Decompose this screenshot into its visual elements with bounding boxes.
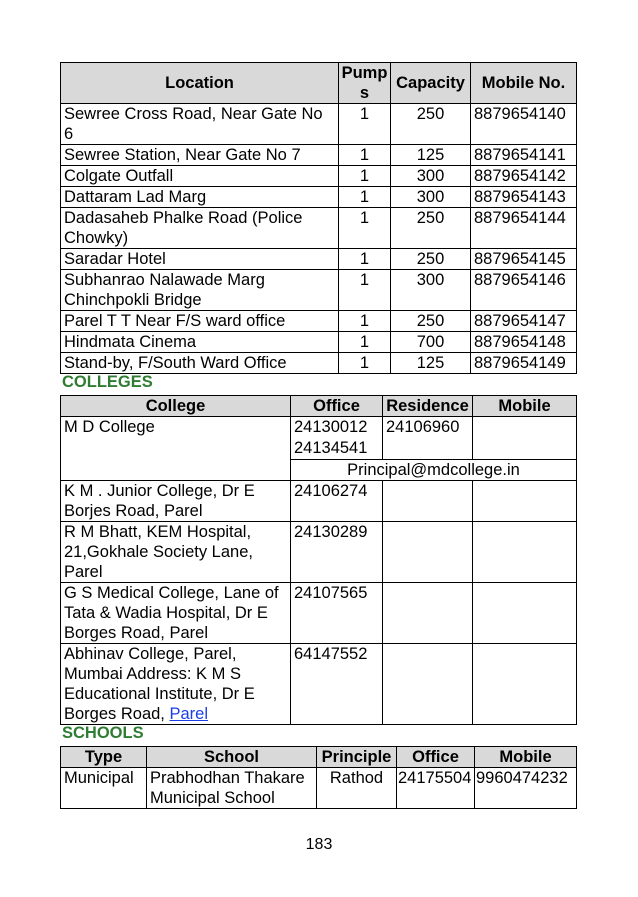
header-principle: Principle (317, 747, 397, 768)
cell-capacity: 700 (391, 332, 471, 353)
cell-location: Parel T T Near F/S ward office (61, 311, 339, 332)
cell-mobile: 8879654143 (471, 187, 577, 208)
cell-school: Prabhodhan Thakare Municipal School (147, 768, 317, 809)
header-college: College (61, 396, 291, 417)
cell-pumps: 1 (339, 270, 391, 311)
cell-principle: Rathod (317, 768, 397, 809)
table-row (61, 311, 577, 332)
cell-mobile (473, 583, 577, 644)
header-capacity: Capacity (391, 63, 471, 104)
cell-pumps: 1 (339, 104, 391, 145)
parel-link[interactable]: Parel (169, 705, 209, 723)
cell-capacity: 250 (391, 311, 471, 332)
colleges-heading: COLLEGES (62, 373, 153, 391)
header-mobile: Mobile (473, 396, 577, 417)
table-row (61, 583, 577, 644)
cell-office: 24175504 (397, 768, 475, 809)
cell-location: Sewree Cross Road, Near Gate No 6 (61, 104, 339, 145)
header-school: School (147, 747, 317, 768)
cell-location: Colgate Outfall (61, 166, 339, 187)
cell-mobile: 8879654144 (471, 208, 577, 249)
table-row (61, 249, 577, 270)
cell-pumps: 1 (339, 145, 391, 166)
colleges-table (60, 395, 577, 725)
cell-mobile: 8879654140 (471, 104, 577, 145)
cell-office: 24130012 24134541 (291, 417, 383, 460)
cell-mobile: 8879654148 (471, 332, 577, 353)
cell-college: G S Medical College, Lane of Tata & Wadia Hospital, Dr E Borges Road, Parel (61, 583, 291, 644)
cell-residence (383, 481, 473, 522)
cell-pumps: 1 (339, 332, 391, 353)
table-row (61, 353, 577, 374)
table-row (61, 481, 577, 522)
cell-location: Sewree Station, Near Gate No 7 (61, 145, 339, 166)
cell-location: Subhanrao Nalawade Marg Chinchpokli Bridge (61, 270, 339, 311)
cell-capacity: 125 (391, 353, 471, 374)
table-row (61, 332, 577, 353)
cell-residence (383, 583, 473, 644)
cell-email: Principal@mdcollege.in (291, 460, 577, 481)
cell-residence (383, 644, 473, 725)
cell-capacity: 250 (391, 104, 471, 145)
cell-mobile (473, 481, 577, 522)
cell-mobile: 8879654147 (471, 311, 577, 332)
cell-capacity: 250 (391, 249, 471, 270)
cell-college: Abhinav College, Parel, Mumbai Address: K M S Educational Institute, Dr E Borges Road, Parel (61, 644, 291, 725)
table-row (61, 145, 577, 166)
schools-heading: SCHOOLS (62, 724, 144, 742)
cell-pumps: 1 (339, 311, 391, 332)
cell-capacity: 125 (391, 145, 471, 166)
cell-college: K M . Junior College, Dr E Borjes Road, Parel (61, 481, 291, 522)
pumps-table (60, 62, 577, 374)
table-row (61, 417, 577, 460)
cell-mobile (473, 522, 577, 583)
cell-residence: 24106960 (383, 417, 473, 460)
cell-location: Dattaram Lad Marg (61, 187, 339, 208)
cell-residence (383, 522, 473, 583)
table-row (61, 208, 577, 249)
header-type: Type (61, 747, 147, 768)
cell-mobile: 8879654142 (471, 166, 577, 187)
header-mobile: Mobile No. (471, 63, 577, 104)
cell-college: M D College (61, 417, 291, 481)
cell-mobile: 8879654145 (471, 249, 577, 270)
cell-pumps: 1 (339, 187, 391, 208)
table-row (61, 104, 577, 145)
cell-pumps: 1 (339, 249, 391, 270)
cell-location: Dadasaheb Phalke Road (Police Chowky) (61, 208, 339, 249)
header-mobile: Mobile (475, 747, 577, 768)
cell-mobile (473, 644, 577, 725)
table-row (61, 644, 577, 725)
cell-location: Hindmata Cinema (61, 332, 339, 353)
cell-college: R M Bhatt, KEM Hospital, 21,Gokhale Society Lane, Parel (61, 522, 291, 583)
cell-location: Saradar Hotel (61, 249, 339, 270)
cell-office: 24130289 (291, 522, 383, 583)
table-row (61, 522, 577, 583)
cell-capacity: 300 (391, 270, 471, 311)
header-location: Location (61, 63, 339, 104)
cell-office: 64147552 (291, 644, 383, 725)
table-row (61, 187, 577, 208)
cell-capacity: 300 (391, 187, 471, 208)
table-row (61, 270, 577, 311)
table-row (61, 768, 577, 809)
cell-capacity: 300 (391, 166, 471, 187)
cell-location: Stand-by, F/South Ward Office (61, 353, 339, 374)
header-residence: Residence (383, 396, 473, 417)
cell-mobile: 8879654149 (471, 353, 577, 374)
header-pumps: Pump s (339, 63, 391, 104)
cell-office: 24106274 (291, 481, 383, 522)
cell-mobile (473, 417, 577, 460)
cell-mobile: 8879654146 (471, 270, 577, 311)
header-office: Office (397, 747, 475, 768)
cell-mobile: 8879654141 (471, 145, 577, 166)
cell-office: 24107565 (291, 583, 383, 644)
cell-mobile: 9960474232 (475, 768, 577, 809)
page-number: 183 (305, 836, 333, 853)
schools-table (60, 746, 577, 809)
cell-type: Municipal (61, 768, 147, 809)
table-row (61, 166, 577, 187)
cell-pumps: 1 (339, 166, 391, 187)
header-office: Office (291, 396, 383, 417)
cell-pumps: 1 (339, 353, 391, 374)
cell-pumps: 1 (339, 208, 391, 249)
cell-capacity: 250 (391, 208, 471, 249)
